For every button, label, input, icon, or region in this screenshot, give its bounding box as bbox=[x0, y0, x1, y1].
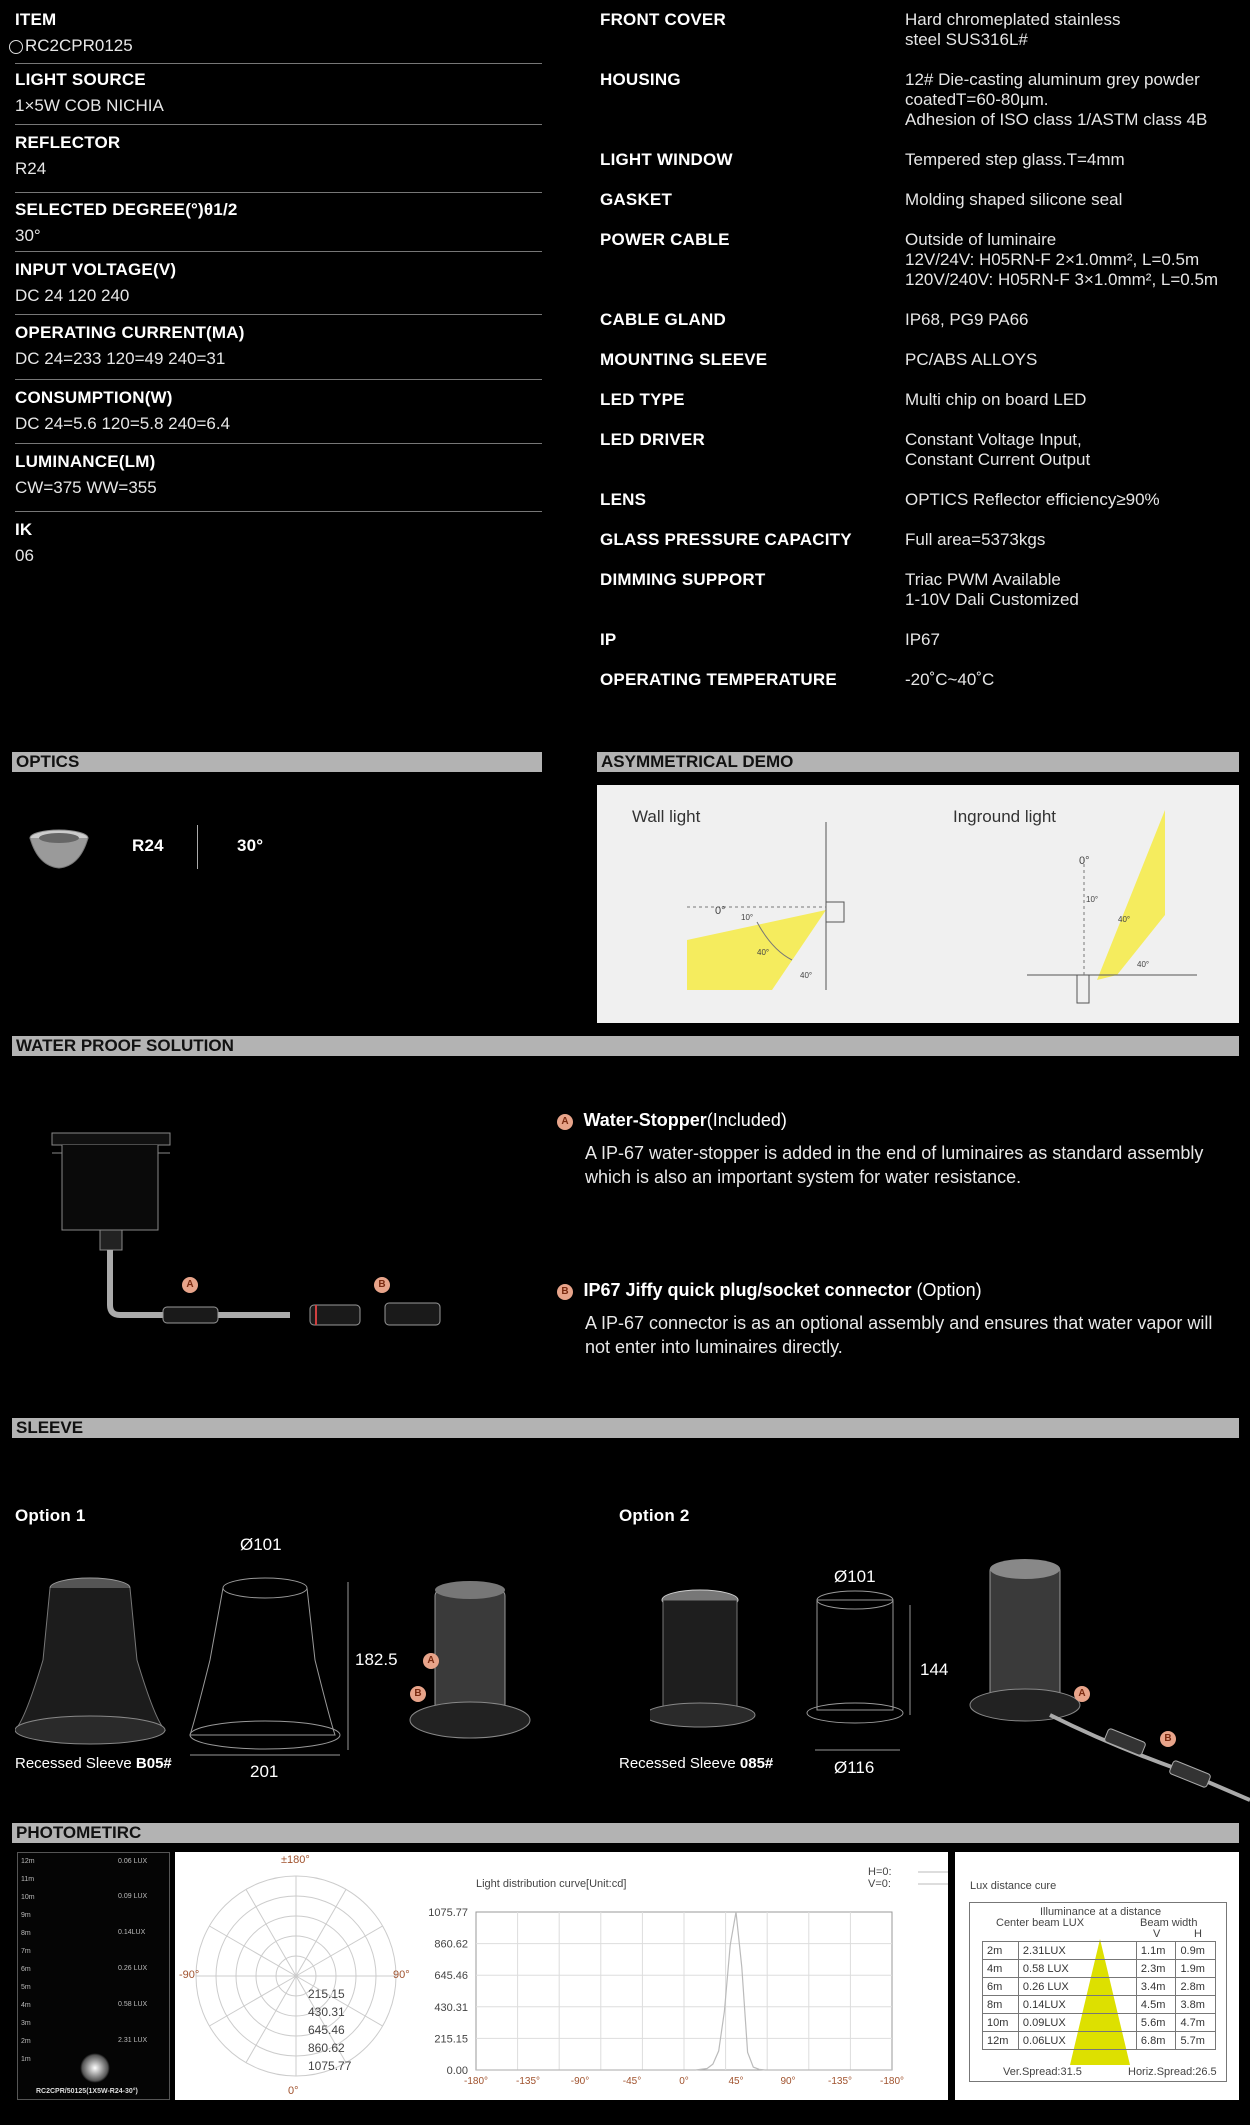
spec-value: PC/ABS ALLOYS bbox=[905, 350, 1038, 369]
spec-value: CW=375 WW=355 bbox=[15, 478, 157, 497]
option2-caption-prefix: Recessed Sleeve bbox=[619, 1755, 740, 1772]
asym-diagrams bbox=[597, 785, 1239, 1023]
spec-value: IP67 bbox=[905, 630, 940, 649]
spec-label: OPERATING CURRENT(MA) bbox=[15, 323, 245, 342]
isolux-distance: 4m bbox=[21, 2002, 31, 2009]
lux-cell: 3.8m bbox=[1176, 1996, 1216, 2014]
lux-row bbox=[983, 1978, 1216, 1996]
curve-xtick: -180° bbox=[463, 2076, 489, 2087]
curve-xtick: 45° bbox=[728, 2076, 744, 2087]
optics-header: OPTICS bbox=[12, 752, 542, 772]
spec-value: 06 bbox=[15, 546, 34, 565]
spec-value bbox=[15, 36, 542, 56]
option2-width: Ø116 bbox=[834, 1758, 875, 1777]
isolux-spot bbox=[80, 2053, 110, 2083]
spec-label: FRONT COVER bbox=[600, 10, 726, 29]
option1-drawings bbox=[15, 1570, 575, 1760]
lux-cell: 4m bbox=[983, 1960, 1019, 1978]
option2-badge-b: B bbox=[1160, 1731, 1176, 1747]
lux-cell: 0.09LUX bbox=[1018, 2014, 1136, 2032]
spec-value: Full area=5373kgs bbox=[905, 530, 1046, 549]
optics-reflector: R24 bbox=[132, 836, 164, 855]
left-spec-row bbox=[15, 133, 542, 193]
ver-spread: Ver.Spread:31.5 bbox=[1003, 2066, 1082, 2078]
photometric-header: PHOTOMETIRC bbox=[12, 1823, 1239, 1843]
curve-xtick: -90° bbox=[570, 2076, 590, 2087]
polar-right-label: 90° bbox=[393, 1969, 410, 1981]
option2-code: 085# bbox=[739, 1755, 774, 1772]
item-code: RC2CPR0125 bbox=[25, 36, 133, 55]
lux-row bbox=[983, 2032, 1216, 2050]
polar-spoke bbox=[296, 1926, 383, 1976]
spec-value: Outside of luminaire 12V/24V: H05RN-F 2×1.0mm², L=0.5m 120V/240V: H05RN-F 3×1.0mm², L=0.5m bbox=[905, 230, 1219, 289]
spec-value: DC 24 120 240 bbox=[15, 286, 130, 305]
spec-label: GASKET bbox=[600, 190, 673, 209]
lux-h: H bbox=[1194, 1928, 1202, 1940]
isolux-lux-value: 0.58 LUX bbox=[118, 2001, 148, 2008]
curve-ytick: 215.15 bbox=[434, 2033, 468, 2046]
curve-title: Light distribution curve[Unit:cd] bbox=[476, 1878, 627, 1890]
spec-value: Triac PWM Available 1-10V Dali Customized bbox=[905, 570, 1079, 609]
isolux-distance: 10m bbox=[21, 1894, 35, 1901]
isolux-distance: 7m bbox=[21, 1948, 31, 1955]
lux-cell: 0.58 LUX bbox=[1018, 1960, 1136, 1978]
lux-cell: 8m bbox=[983, 1996, 1019, 2014]
asym-demo-panel bbox=[597, 785, 1239, 1023]
inground-10-deg: 10° bbox=[1086, 895, 1099, 904]
lux-cell: 1.1m bbox=[1136, 1942, 1176, 1960]
left-spec-row bbox=[15, 323, 542, 380]
option1-diameter: Ø101 bbox=[240, 1535, 282, 1554]
isolux-distance: 6m bbox=[21, 1966, 31, 1973]
spec-label: DIMMING SUPPORT bbox=[600, 570, 766, 589]
distribution-curve-chart bbox=[416, 1852, 948, 2100]
spec-label: HOUSING bbox=[600, 70, 681, 89]
curve-ytick: 1075.77 bbox=[428, 1907, 468, 1919]
water-stopper-text: A IP-67 water-stopper is added in the end of luminaires as standard assembly which is also an important system for water resistance. bbox=[585, 1143, 1204, 1187]
spec-label: OPERATING TEMPERATURE bbox=[600, 670, 837, 689]
lux-cell: 3.4m bbox=[1136, 1978, 1176, 1996]
spec-label: SELECTED DEGREE(°)θ1/2 bbox=[15, 200, 238, 219]
polar-plot bbox=[175, 1852, 417, 2100]
spec-label: LENS bbox=[600, 490, 647, 509]
option2-diameter: Ø101 bbox=[834, 1567, 876, 1586]
option2-label: Option 2 bbox=[619, 1506, 690, 1525]
spec-value: IP68, PG9 PA66 bbox=[905, 310, 1029, 329]
distribution-curve-panel bbox=[416, 1852, 948, 2100]
inground-40-deg-a: 40° bbox=[1118, 915, 1131, 924]
lux-cell: 12m bbox=[983, 2032, 1019, 2050]
connector-title: IP67 Jiffy quick plug/socket connector bbox=[583, 1280, 912, 1300]
lux-distance-panel bbox=[955, 1852, 1239, 2100]
curve-xtick: -135° bbox=[515, 2076, 541, 2087]
left-spec-row bbox=[15, 70, 542, 125]
inground-40-deg-b: 40° bbox=[1137, 960, 1150, 969]
radio-circle-icon bbox=[9, 40, 23, 54]
spec-value: -20˚C~40˚C bbox=[905, 670, 995, 689]
curve-xtick: 0° bbox=[679, 2076, 689, 2087]
curve-xtick: -135° bbox=[827, 2076, 853, 2087]
reflector-icon bbox=[28, 828, 90, 870]
isolux-lux-value: 0.26 LUX bbox=[118, 1965, 148, 1972]
isolux-lux-value: 0.14LUX bbox=[118, 1929, 146, 1936]
water-stopper-title: Water-Stopper bbox=[583, 1110, 707, 1130]
curve-xtick: -180° bbox=[879, 2076, 905, 2087]
left-spec-row bbox=[15, 520, 542, 565]
lux-v: V bbox=[1153, 1928, 1161, 1940]
lux-cell: 4.7m bbox=[1176, 2014, 1216, 2032]
isolux-diagram bbox=[17, 1852, 170, 2100]
badge-a-drawing: A bbox=[182, 1277, 198, 1293]
isolux-lux-value: 0.09 LUX bbox=[118, 1893, 148, 1900]
lux-cell: 2.8m bbox=[1176, 1978, 1216, 1996]
polar-spoke bbox=[246, 1976, 296, 2063]
curve-ytick: 0.00 bbox=[446, 2065, 468, 2077]
sleeve-header: SLEEVE bbox=[12, 1418, 1239, 1438]
polar-spoke bbox=[296, 1889, 346, 1976]
isolux-distance: 9m bbox=[21, 1912, 31, 1919]
spec-value: Hard chromeplated stainless steel SUS316L# bbox=[905, 10, 1121, 49]
spec-label: GLASS PRESSURE CAPACITY bbox=[600, 530, 852, 549]
wall-0-deg: 0° bbox=[715, 905, 726, 917]
curve-ytick: 645.46 bbox=[434, 1970, 468, 1983]
option2-badge-a: A bbox=[1074, 1686, 1090, 1702]
lux-cell: 1.9m bbox=[1176, 1960, 1216, 1978]
spec-value: Molding shaped silicone seal bbox=[905, 190, 1123, 209]
spec-label: LIGHT WINDOW bbox=[600, 150, 733, 169]
spec-label: INPUT VOLTAGE(V) bbox=[15, 260, 177, 279]
lux-cell: 0.9m bbox=[1176, 1942, 1216, 1960]
waterproof-header: WATER PROOF SOLUTION bbox=[12, 1036, 1239, 1056]
spec-value: Multi chip on board LED bbox=[905, 390, 1087, 409]
lux-col1: Center beam LUX bbox=[996, 1917, 1085, 1929]
polar-top-label: ±180° bbox=[281, 1854, 310, 1866]
luminaire-cable-drawing bbox=[40, 1125, 480, 1345]
curve-xtick: 90° bbox=[780, 2076, 796, 2087]
polar-ring-labels bbox=[308, 1985, 351, 2075]
curve-v-legend: V=0: bbox=[868, 1878, 891, 1890]
water-stopper-block bbox=[557, 1110, 1237, 1189]
lux-cell: 5.6m bbox=[1136, 2014, 1176, 2032]
optics-divider bbox=[197, 825, 198, 869]
isolux-distance: 3m bbox=[21, 2020, 31, 2027]
spec-label: MOUNTING SLEEVE bbox=[600, 350, 768, 369]
lux-table bbox=[982, 1941, 1216, 2050]
curve-xtick: -45° bbox=[622, 2076, 642, 2087]
lux-row bbox=[983, 1942, 1216, 1960]
option1-width: 201 bbox=[250, 1762, 279, 1781]
hor-spread: Horiz.Spread:26.5 bbox=[1128, 2066, 1217, 2078]
isolux-caption: RC2CPR/50125(1X5W-R24-30°) bbox=[36, 2088, 138, 2095]
curve-ytick: 430.31 bbox=[434, 2001, 468, 2014]
polar-ring-value: 860.62 bbox=[308, 2041, 345, 2055]
spec-value: 12# Die-casting aluminum grey powder coatedT=60-80μm. Adhesion of ISO class 1/ASTM class 4B bbox=[905, 70, 1208, 129]
isolux-distance: 1m bbox=[21, 2056, 31, 2063]
water-stopper-suffix: (Included) bbox=[706, 1110, 787, 1130]
isolux-distance: 8m bbox=[21, 1930, 31, 1937]
option1-label: Option 1 bbox=[15, 1506, 86, 1525]
spec-label: LED TYPE bbox=[600, 390, 685, 409]
spec-label: POWER CABLE bbox=[600, 230, 730, 249]
lux-cell: 2.31LUX bbox=[1018, 1942, 1136, 1960]
left-spec-row bbox=[15, 200, 542, 252]
wall-40-deg-b: 40° bbox=[800, 971, 813, 980]
connector-text: A IP-67 connector is as an optional assembly and ensures that water vapor will not enter into luminaires directly. bbox=[585, 1313, 1213, 1357]
lux-cell: 4.5m bbox=[1136, 1996, 1176, 2014]
spec-label: IK bbox=[15, 520, 33, 539]
isolux-lux-value: 2.31 LUX bbox=[118, 2037, 148, 2044]
curve-ytick: 860.62 bbox=[434, 1938, 468, 1951]
spec-value: DC 24=5.6 120=5.8 240=6.4 bbox=[15, 414, 231, 433]
optics-angle: 30° bbox=[237, 836, 264, 855]
lux-cell: 6.8m bbox=[1136, 2032, 1176, 2050]
isolux-lux-value: 0.06 LUX bbox=[118, 1858, 148, 1865]
lux-cell: 2.3m bbox=[1136, 1960, 1176, 1978]
lux-cell: 0.26 LUX bbox=[1018, 1978, 1136, 1996]
wall-40-deg-a: 40° bbox=[757, 948, 770, 957]
isolux-distance: 12m bbox=[21, 1858, 35, 1865]
lux-cell: 0.14LUX bbox=[1018, 1996, 1136, 2014]
option1-height: 182.5 bbox=[355, 1650, 398, 1669]
polar-bottom-label: 0° bbox=[288, 2085, 299, 2097]
option1-badge-b: B bbox=[410, 1686, 426, 1702]
polar-spoke bbox=[209, 1926, 296, 1976]
option1-code: B05# bbox=[135, 1755, 172, 1772]
spec-value: 1×5W COB NICHIA bbox=[15, 96, 164, 115]
lux-cell: 6m bbox=[983, 1978, 1019, 1996]
polar-ring-value: 430.31 bbox=[308, 2005, 345, 2019]
lux-row bbox=[983, 2014, 1216, 2032]
inground-0-deg: 0° bbox=[1079, 855, 1090, 867]
polar-ring-value: 645.46 bbox=[308, 2023, 345, 2037]
spec-value: Tempered step glass.T=4mm bbox=[905, 150, 1125, 169]
lux-cell: 10m bbox=[983, 2014, 1019, 2032]
lux-cell: 0.06LUX bbox=[1018, 2032, 1136, 2050]
inground-light-label: Inground light bbox=[953, 807, 1057, 826]
spec-label: REFLECTOR bbox=[15, 133, 121, 152]
lux-header: Illuminance at a distance bbox=[1040, 1906, 1162, 1918]
spec-value: R24 bbox=[15, 159, 47, 178]
option1-caption-prefix: Recessed Sleeve bbox=[15, 1755, 136, 1772]
lux-title: Lux distance cure bbox=[970, 1880, 1057, 1892]
wall-light-label: Wall light bbox=[632, 807, 701, 826]
left-spec-row bbox=[15, 260, 542, 315]
spec-label: LIGHT SOURCE bbox=[15, 70, 146, 89]
lux-cell: 2m bbox=[983, 1942, 1019, 1960]
polar-left-label: -90° bbox=[179, 1969, 200, 1981]
left-spec-row bbox=[15, 452, 542, 512]
spec-label: LUMINANCE(LM) bbox=[15, 452, 156, 471]
polar-ring-value: 1075.77 bbox=[308, 2059, 352, 2073]
asym-header: ASYMMETRICAL DEMO bbox=[597, 752, 1239, 772]
lux-row bbox=[983, 1996, 1216, 2014]
spec-label: CABLE GLAND bbox=[600, 310, 726, 329]
spec-label: ITEM bbox=[15, 10, 57, 29]
connector-suffix: (Option) bbox=[911, 1280, 982, 1300]
curve-h-legend: H=0: bbox=[868, 1866, 892, 1878]
isolux-distance: 5m bbox=[21, 1984, 31, 1991]
wall-10-deg: 10° bbox=[741, 913, 754, 922]
option2-caption bbox=[619, 1755, 773, 1772]
spec-label: CONSUMPTION(W) bbox=[15, 388, 173, 407]
option2-height: 144 bbox=[920, 1660, 949, 1679]
left-spec-row bbox=[15, 388, 542, 444]
polar-spoke bbox=[246, 1889, 296, 1976]
lux-cell: 5.7m bbox=[1176, 2032, 1216, 2050]
spec-label: IP bbox=[600, 630, 617, 649]
badge-a: A bbox=[557, 1114, 573, 1130]
left-spec-row bbox=[15, 10, 542, 64]
spec-label: LED DRIVER bbox=[600, 430, 705, 449]
lux-col2: Beam width bbox=[1140, 1917, 1198, 1929]
spec-value: OPTICS Reflector efficiency≥90% bbox=[905, 490, 1160, 509]
connector-block bbox=[557, 1280, 1237, 1359]
isolux-distance: 11m bbox=[21, 1876, 35, 1883]
polar-ring-value: 215.15 bbox=[308, 1987, 345, 2001]
isolux-distance: 2m bbox=[21, 2038, 31, 2045]
badge-b-drawing: B bbox=[374, 1277, 390, 1293]
lux-row bbox=[983, 1960, 1216, 1978]
option1-caption bbox=[15, 1755, 172, 1772]
lux-box bbox=[969, 1902, 1227, 2082]
polar-grid bbox=[175, 1852, 417, 2100]
option1-badge-a: A bbox=[423, 1653, 439, 1669]
polar-spoke bbox=[209, 1976, 296, 2026]
spec-value: 30° bbox=[15, 226, 41, 245]
badge-b: B bbox=[557, 1284, 573, 1300]
option2-drawings bbox=[650, 1555, 1250, 1815]
spec-value: DC 24=233 120=49 240=31 bbox=[15, 349, 226, 368]
spec-value: Constant Voltage Input, Constant Current Output bbox=[905, 430, 1091, 469]
